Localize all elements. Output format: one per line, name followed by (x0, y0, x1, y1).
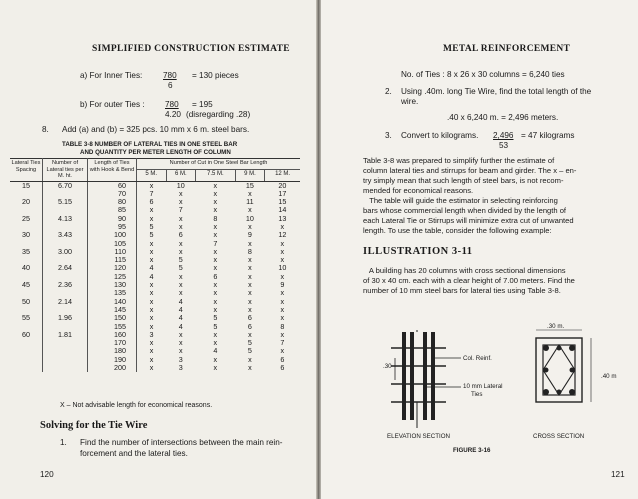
cut-count-cell: x (280, 304, 285, 314)
cut-count-cell: 7 (213, 238, 218, 248)
tie-length-cell: 125 (88, 273, 137, 281)
cut-count-cell: x (149, 288, 154, 298)
dim-30-top: .30 m. (547, 323, 565, 330)
illus-line: of 30 x 40 cm. each with a clear height of 7.00 meters. Find the (363, 276, 575, 285)
cut-count-cell: x (248, 363, 252, 373)
table-row (10, 364, 300, 372)
cut-count-cell: 6 (280, 363, 285, 373)
cut-count-cell: x (213, 255, 218, 265)
outer-ties-result: = 195 (192, 100, 213, 109)
cut-count-cell: x (178, 197, 183, 207)
cut-count-cell: 15 (278, 197, 287, 207)
cut-count-cell: 14 (278, 205, 287, 215)
cut-count-cell: x (178, 280, 183, 290)
header-spacing: Lateral Ties Spacing (10, 159, 43, 182)
table-row (10, 264, 300, 272)
cut-count-cell: x (248, 271, 252, 281)
cut-count-cell: 6 (280, 354, 285, 364)
cut-count-cell: 7 (280, 338, 285, 348)
right-running-header: METAL REINFORCEMENT (443, 44, 571, 54)
cut-count-cell: x (280, 255, 285, 265)
per-meter-cell (43, 339, 88, 347)
table-row (10, 190, 300, 198)
outer-ties-numerator: 780 (165, 100, 179, 109)
cut-count-cell: x (213, 296, 218, 306)
cut-count-cell: x (248, 288, 252, 298)
cut-count-cell: x (213, 230, 218, 240)
cut-count-cell: x (280, 271, 285, 281)
cut-count-cell: 12 (278, 230, 287, 240)
cut-count-cell: x (248, 296, 252, 306)
inner-ties-label: a) For Inner Ties: (80, 71, 143, 80)
ties-count-line: No. of Ties : 8 x 26 x 30 columns = 6,240 ties (401, 70, 565, 79)
tie-length-cell: 80 (88, 198, 137, 206)
per-meter-cell: 6.70 (43, 181, 88, 190)
spacing-cell: 50 (10, 298, 43, 306)
cut-count-cell: x (149, 346, 154, 356)
cut-count-cell: x (149, 363, 154, 373)
cut-count-cell: x (178, 246, 183, 256)
per-meter-cell (43, 364, 88, 372)
para-line: The table will guide the estimator in selecting reinforcing (363, 196, 558, 205)
cut-count-cell: 4 (178, 296, 183, 306)
tie-length-cell: 140 (88, 298, 137, 306)
cut-count-cell: x (280, 329, 285, 339)
tie-length-cell: 160 (88, 331, 137, 339)
wire-length-calc: .40 x 6,240 m. = 2,496 meters. (447, 113, 559, 122)
cut-count-cell: x (280, 246, 285, 256)
left-page (0, 0, 318, 499)
cut-count-cell: 9 (280, 280, 285, 290)
per-meter-cell: 1.96 (43, 314, 88, 322)
cut-count-cell: x (213, 288, 218, 298)
per-meter-cell: 2.14 (43, 298, 88, 306)
cut-count-cell: 4 (178, 304, 183, 314)
cut-count-cell: x (178, 288, 183, 298)
table-row (10, 289, 300, 297)
para-line: bars whose commercial length when divided by the length of (363, 206, 567, 215)
tie-length-cell: 135 (88, 289, 137, 297)
cut-count-cell: x (149, 338, 154, 348)
cut-count-cell: 4 (149, 271, 154, 281)
cut-count-cell: 6 (149, 197, 154, 207)
table-row (10, 223, 300, 231)
cut-count-cell: x (149, 213, 154, 223)
cut-count-cell: x (213, 205, 218, 215)
table-row (10, 206, 300, 214)
cut-count-cell: 4 (149, 263, 154, 273)
cut-count-cell: x (178, 213, 183, 223)
per-meter-cell (43, 356, 88, 364)
table-row (10, 306, 300, 314)
per-meter-cell: 3.43 (43, 231, 88, 239)
kg-numerator: 2,496 (493, 131, 514, 140)
para-line: each Lateral Tie or Stirrups will minimize extra cut of unwanted (363, 216, 574, 225)
spacing-cell: 20 (10, 198, 43, 206)
step-1-text-line-2: forcement and the lateral ties. (80, 449, 188, 458)
bar-length-header: 7.5 M. (196, 170, 236, 181)
figure-3-16 (361, 318, 621, 438)
step-3-number: 3. (385, 131, 392, 140)
table-row (10, 331, 300, 339)
cut-count-cell: x (248, 263, 252, 273)
cut-count-cell: 4 (213, 346, 218, 356)
para-line: Table 3-8 was prepared to simplify further the estimate of (363, 156, 555, 165)
header-cuts: Number of Cut in One Steel Bar Length (169, 160, 268, 166)
step-8-number: 8. (42, 125, 49, 134)
tie-length-cell: 60 (88, 181, 137, 190)
table-row (10, 298, 300, 306)
table-row (10, 281, 300, 289)
cut-count-cell: x (178, 188, 183, 198)
cut-count-cell: x (248, 205, 252, 215)
explanation-paragraph (363, 156, 576, 236)
tie-length-cell: 120 (88, 264, 137, 272)
para-line: mended for economical reasons. (363, 186, 474, 195)
per-meter-cell: 2.36 (43, 281, 88, 289)
cut-count-cell: x (213, 329, 218, 339)
tie-length-cell: 100 (88, 231, 137, 239)
tie-length-cell: 110 (88, 248, 137, 256)
step-2-text-line-1: Using .40m. long Tie Wire, find the total length of the (401, 87, 592, 96)
kg-denominator: 53 (499, 141, 509, 150)
table-title-line-1: TABLE 3-8 NUMBER OF LATERAL TIES IN ONE STEEL BAR (62, 141, 238, 148)
tie-length-cell: 170 (88, 339, 137, 347)
table-row (10, 231, 300, 239)
table-row (10, 339, 300, 347)
cut-count-cell: 6 (247, 321, 252, 331)
cut-count-cell: 13 (278, 213, 287, 223)
tie-length-cell: 70 (88, 190, 137, 198)
table-row (10, 240, 300, 248)
dim-30-side: .30 (383, 363, 392, 370)
right-page-number: 121 (611, 470, 625, 479)
cut-count-cell: x (178, 329, 183, 339)
spacing-cell: 15 (10, 181, 43, 190)
inner-ties-result: = 130 pieces (192, 71, 239, 80)
cut-count-cell: 9 (247, 230, 252, 240)
step-1-number: 1. (60, 438, 67, 447)
label-elevation: ELEVATION SECTION (387, 433, 451, 440)
cut-count-cell: 8 (280, 321, 285, 331)
cut-count-cell: 3 (178, 354, 183, 364)
cut-count-cell: x (248, 188, 252, 198)
cut-count-cell: 4 (178, 321, 183, 331)
tie-length-cell: 115 (88, 256, 137, 264)
cut-count-cell: x (149, 304, 154, 314)
step-1-text-line-1: Find the number of intersections between the main rein- (80, 438, 283, 447)
per-meter-cell (43, 347, 88, 355)
cut-count-cell: x (280, 313, 285, 323)
cut-count-cell: 5 (247, 346, 252, 356)
cut-count-cell: 6 (213, 271, 218, 281)
cut-count-cell: x (280, 296, 285, 306)
table-row (10, 273, 300, 281)
cut-count-cell: x (248, 238, 252, 248)
spacing-cell: 35 (10, 248, 43, 256)
tie-length-cell: 180 (88, 347, 137, 355)
header-per-meter: Number of Lateral ties per M. ht. (43, 159, 88, 182)
tie-length-cell: 105 (88, 240, 137, 248)
label-cross-section: CROSS SECTION (533, 433, 585, 440)
cut-count-cell: x (149, 296, 154, 306)
per-meter-cell: 1.81 (43, 331, 88, 339)
bar-length-header: 6 M. (166, 170, 196, 181)
lateral-ties-table (10, 158, 300, 372)
cut-count-cell: x (178, 338, 183, 348)
right-page (321, 0, 638, 499)
spacing-cell: 30 (10, 231, 43, 239)
outer-ties-note: (disregarding .28) (186, 110, 251, 119)
cut-count-cell: 7 (178, 205, 183, 215)
tie-length-cell: 85 (88, 206, 137, 214)
cut-count-cell: x (213, 246, 218, 256)
table-row (10, 181, 300, 190)
cut-count-cell: 5 (178, 263, 183, 273)
cut-count-cell: 8 (247, 246, 252, 256)
cross-section-drawing (536, 330, 591, 402)
per-meter-cell: 5.15 (43, 198, 88, 206)
spacing-cell (10, 347, 43, 355)
cut-count-cell: 6 (247, 313, 252, 323)
cut-count-cell: 11 (246, 197, 254, 207)
cut-count-cell: x (149, 246, 154, 256)
tie-length-cell: 90 (88, 215, 137, 223)
table-footnote: X – Not advisable length for economical reasons. (60, 402, 213, 409)
cut-count-cell: x (280, 221, 285, 231)
cut-count-cell: x (213, 197, 218, 207)
cut-count-cell: x (248, 280, 252, 290)
spacing-cell: 55 (10, 314, 43, 322)
cut-count-cell: 3 (149, 329, 154, 339)
cut-count-cell: x (213, 338, 218, 348)
para-line: column lateral ties and stirrups for beam and girder. The x – en- (363, 166, 577, 175)
cut-count-cell: x (213, 363, 218, 373)
cut-count-cell: 6 (178, 230, 183, 240)
table-row (10, 198, 300, 206)
per-meter-cell: 4.13 (43, 215, 88, 223)
table-title-line-2: AND QUANTITY PER METER LENGTH OF COLUMN (80, 149, 231, 156)
para-line: try simply mean that such length of steel bars, is not recom- (363, 176, 564, 185)
cut-count-cell: x (280, 288, 285, 298)
spacing-cell: 45 (10, 281, 43, 289)
cut-count-cell: 5 (213, 313, 218, 323)
cut-count-cell: 5 (213, 321, 218, 331)
dim-40: .40 m (601, 373, 617, 380)
cut-count-cell: x (248, 255, 252, 265)
cut-count-cell: x (149, 180, 154, 190)
cut-count-cell: 4 (178, 313, 183, 323)
outer-ties-denominator: 4.20 (165, 110, 181, 119)
cut-count-cell: x (149, 321, 154, 331)
cut-count-cell: 10 (278, 263, 287, 273)
step-3-label: Convert to kilograms. (401, 131, 479, 140)
illus-line: number of 10 mm steel bars for lateral ties using Table 3-8. (363, 286, 561, 295)
left-page-number: 120 (40, 470, 54, 479)
tie-length-cell: 200 (88, 364, 137, 372)
per-meter-cell: 2.64 (43, 264, 88, 272)
table-row (10, 356, 300, 364)
illustration-paragraph (363, 266, 575, 296)
per-meter-cell: 3.00 (43, 248, 88, 256)
cut-count-cell: x (280, 346, 285, 356)
step-8-text: Add (a) and (b) = 325 pcs. 10 mm x 6 m. steel bars. (62, 125, 250, 134)
cut-count-cell: x (213, 263, 218, 273)
cut-count-cell: x (149, 205, 154, 215)
cut-count-cell: x (213, 221, 218, 231)
cut-count-cell: x (213, 354, 218, 364)
elevation-drawing (391, 330, 461, 428)
spacing-cell (10, 339, 43, 347)
table-row (10, 323, 300, 331)
cut-count-cell: 5 (149, 230, 154, 240)
tie-length-cell: 190 (88, 356, 137, 364)
cut-count-cell: x (248, 329, 252, 339)
cut-count-cell: x (178, 238, 183, 248)
cut-count-cell: x (213, 180, 218, 190)
tie-length-cell: 145 (88, 306, 137, 314)
cut-count-cell: x (248, 354, 252, 364)
cut-count-cell: x (149, 354, 154, 364)
cut-count-cell: x (213, 188, 218, 198)
cut-count-cell: x (149, 313, 154, 323)
cut-count-cell: x (178, 271, 183, 281)
spacing-cell (10, 364, 43, 372)
cut-count-cell: 20 (278, 180, 287, 190)
outer-ties-label: b) For outer Ties : (80, 100, 145, 109)
label-lateral-ties: 10 mm Lateral (463, 383, 503, 390)
cut-count-cell: x (213, 304, 218, 314)
bar-length-header: 9 M. (235, 170, 265, 181)
tie-length-cell: 150 (88, 314, 137, 322)
left-running-header: SIMPLIFIED CONSTRUCTION ESTIMATE (92, 44, 290, 54)
bar-length-header: 5 M. (137, 170, 167, 181)
spacing-cell: 40 (10, 264, 43, 272)
cut-count-cell: 5 (247, 338, 252, 348)
cut-count-cell: x (248, 221, 252, 231)
label-col-reinf: Col. Reinf. (463, 355, 492, 362)
cut-count-cell: x (149, 238, 154, 248)
cut-count-cell: 10 (245, 213, 254, 223)
cut-count-cell: x (178, 346, 183, 356)
tie-length-cell: 155 (88, 323, 137, 331)
spacing-cell (10, 356, 43, 364)
step-2-number: 2. (385, 87, 392, 96)
illus-line: A building has 20 columns with cross sectional dimensions (363, 266, 566, 275)
spacing-cell: 60 (10, 331, 43, 339)
table-row (10, 215, 300, 223)
cut-count-cell: x (149, 255, 154, 265)
step-2-text-line-2: wire. (401, 97, 419, 106)
header-tie-length: Length of Ties with Hook & Bend (88, 159, 137, 182)
cut-count-cell: 7 (149, 188, 154, 198)
table-row (10, 314, 300, 322)
section-title: Solving for the Tie Wire (40, 420, 148, 431)
tie-length-cell: 95 (88, 223, 137, 231)
cut-count-cell: x (149, 280, 154, 290)
para-line: length. To use the table, consider the following example: (363, 226, 552, 235)
cut-count-cell: 15 (245, 180, 254, 190)
illustration-title: ILLUSTRATION 3-11 (363, 246, 473, 257)
cut-count-cell: 5 (178, 255, 183, 265)
cut-count-cell: x (213, 280, 218, 290)
cut-count-cell: x (178, 221, 183, 231)
cut-count-cell: 5 (149, 221, 154, 231)
cut-count-cell: x (280, 238, 285, 248)
cut-count-cell: 8 (213, 213, 218, 223)
spacing-cell: 25 (10, 215, 43, 223)
table-row (10, 347, 300, 355)
table-row (10, 248, 300, 256)
figure-caption: FIGURE 3-16 (453, 447, 491, 454)
inner-ties-numerator: 780 (163, 71, 177, 80)
cut-count-cell: 3 (178, 363, 183, 373)
cut-count-cell: 10 (176, 180, 185, 190)
label-ties: Ties (471, 391, 483, 398)
bar-length-header: 12 M. (265, 170, 300, 181)
cut-count-cell: 17 (278, 188, 287, 198)
inner-ties-denominator: 6 (168, 81, 173, 90)
cut-count-cell: x (248, 304, 252, 314)
tie-length-cell: 130 (88, 281, 137, 289)
table-row (10, 256, 300, 264)
kg-result: = 47 kilograms (521, 131, 575, 140)
